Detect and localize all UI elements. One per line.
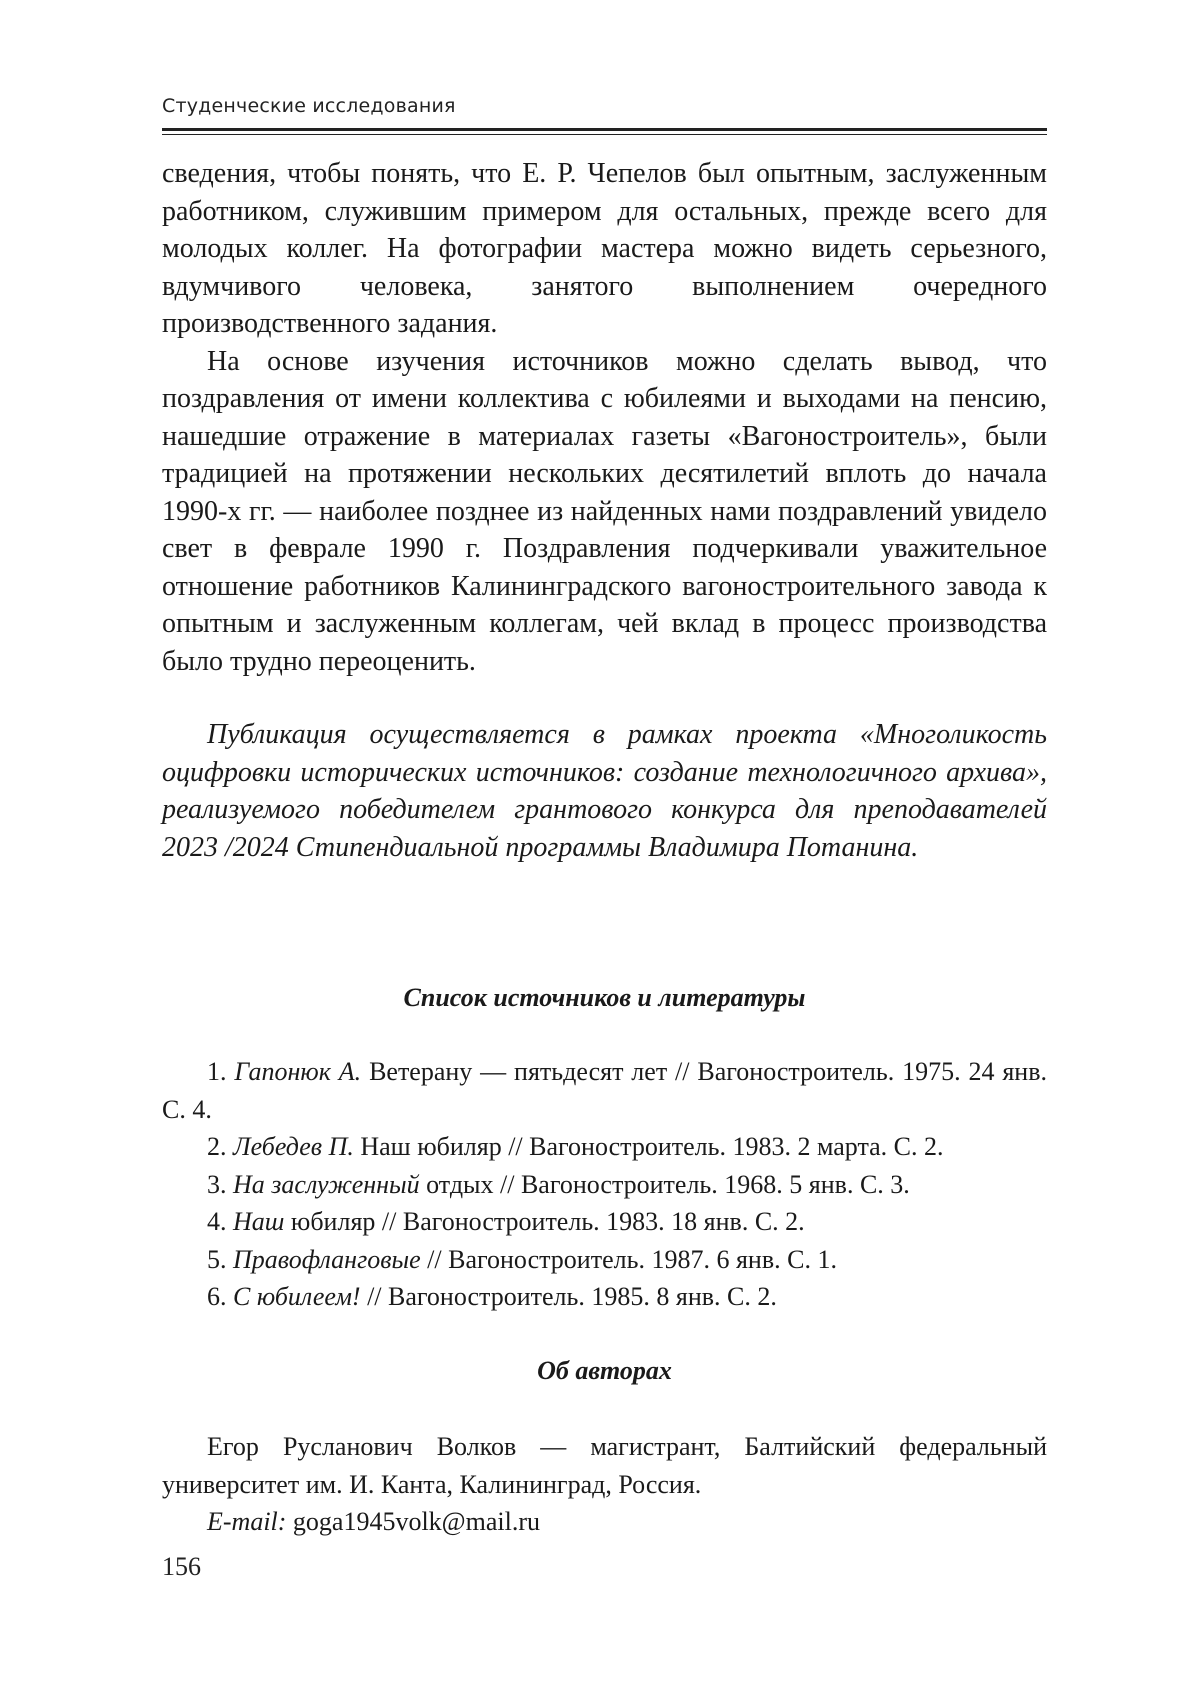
- references-list: [162, 1053, 1047, 1316]
- reference-title: Наш: [233, 1207, 285, 1236]
- reference-title: С юбилеем!: [233, 1282, 361, 1311]
- reference-author: Лебедев П.: [233, 1132, 354, 1161]
- reference-details: // Вагоностроитель. 1987. 6 янв. С. 1.: [420, 1244, 837, 1274]
- reference-details: юбиляр // Вагоностроитель. 1983. 18 янв. С. 2.: [284, 1207, 805, 1236]
- reference-item: [162, 1278, 1047, 1316]
- reference-item: [162, 1166, 1047, 1204]
- reference-number: 4.: [207, 1207, 227, 1236]
- reference-item: [162, 1053, 1047, 1128]
- reference-number: 2.: [207, 1132, 227, 1161]
- author-bio: Егор Русланович Волков — магистрант, Балтийский федеральный университет им. И. Канта, Калининград, Россия.: [162, 1432, 1047, 1499]
- reference-title: На заслуженный: [233, 1169, 420, 1199]
- reference-details: отдых // Вагоностроитель. 1968. 5 янв. С. 3.: [419, 1169, 910, 1199]
- reference-number: 3.: [207, 1169, 227, 1199]
- reference-number: 5.: [207, 1244, 227, 1274]
- page-number: 156: [162, 1552, 201, 1581]
- reference-title: Правофланговые: [233, 1244, 421, 1274]
- header-rule-thin: [162, 134, 1047, 135]
- authors-heading: Об авторах: [537, 1356, 672, 1385]
- grant-acknowledgement: Публикация осуществляется в рамках проекта «Многоликость оцифровки исторических источников: создание технологичного архива», реализуемого победителем грантового конкурса для преподавателей 2023 /2024 Стипендиальной программы Владимира Потанина.: [162, 719, 1047, 863]
- reference-number: 6.: [207, 1282, 227, 1311]
- running-head: Студенческие исследования: [162, 95, 456, 117]
- document-page: [162, 0, 1047, 1697]
- reference-number: 1.: [207, 1057, 227, 1086]
- references-heading: Список источников и литературы: [403, 983, 806, 1012]
- reference-item: [162, 1203, 1047, 1241]
- reference-details: Наш юбиляр // Вагоностроитель. 1983. 2 марта. С. 2.: [353, 1132, 944, 1161]
- paragraph-conclusion: На основе изучения источников можно сделать вывод, что поздравления от имени коллектива с юбилеями и выходами на пенсию, нашедшие отражение в материалах газеты «Вагоностроитель», были традицией на протяжении нескольких десятилетий вплоть до начала 1990-х гг. — наиболее позднее из найденных нами поздравлений увидело свет в феврале 1990 г. Поздравления подчеркивали уважительное отношение работников Калининградского вагоностроительного завода к опытным и заслуженным коллегам, чей вклад в процесс производства было трудно переоценить.: [162, 345, 1047, 677]
- reference-author: Гапонюк А.: [234, 1057, 362, 1086]
- reference-details: // Вагоностроитель. 1985. 8 янв. С. 2.: [360, 1282, 777, 1311]
- author-email[interactable]: goga1945volk@mail.ru: [292, 1507, 540, 1536]
- author-email-line: [162, 1503, 1047, 1541]
- reference-item: [162, 1241, 1047, 1279]
- reference-item: [162, 1128, 1047, 1166]
- email-label: E-mail:: [207, 1507, 287, 1536]
- body-text: [162, 155, 1047, 680]
- authors-section: [162, 1428, 1047, 1541]
- header-rule-thick: [162, 128, 1047, 131]
- reference-details: Ветерану — пятьдесят лет // Вагоностроитель. 1975. 24 янв. С. 4.: [162, 1057, 1047, 1124]
- paragraph-continuation: сведения, чтобы понять, что Е. Р. Чепелов был опытным, заслуженным работником, служившим примером для остальных, прежде всего для молодых коллег. На фотографии мастера можно видеть серьезного, вдумчивого человека, занятого выполнением очередного производственного задания.: [162, 158, 1047, 339]
